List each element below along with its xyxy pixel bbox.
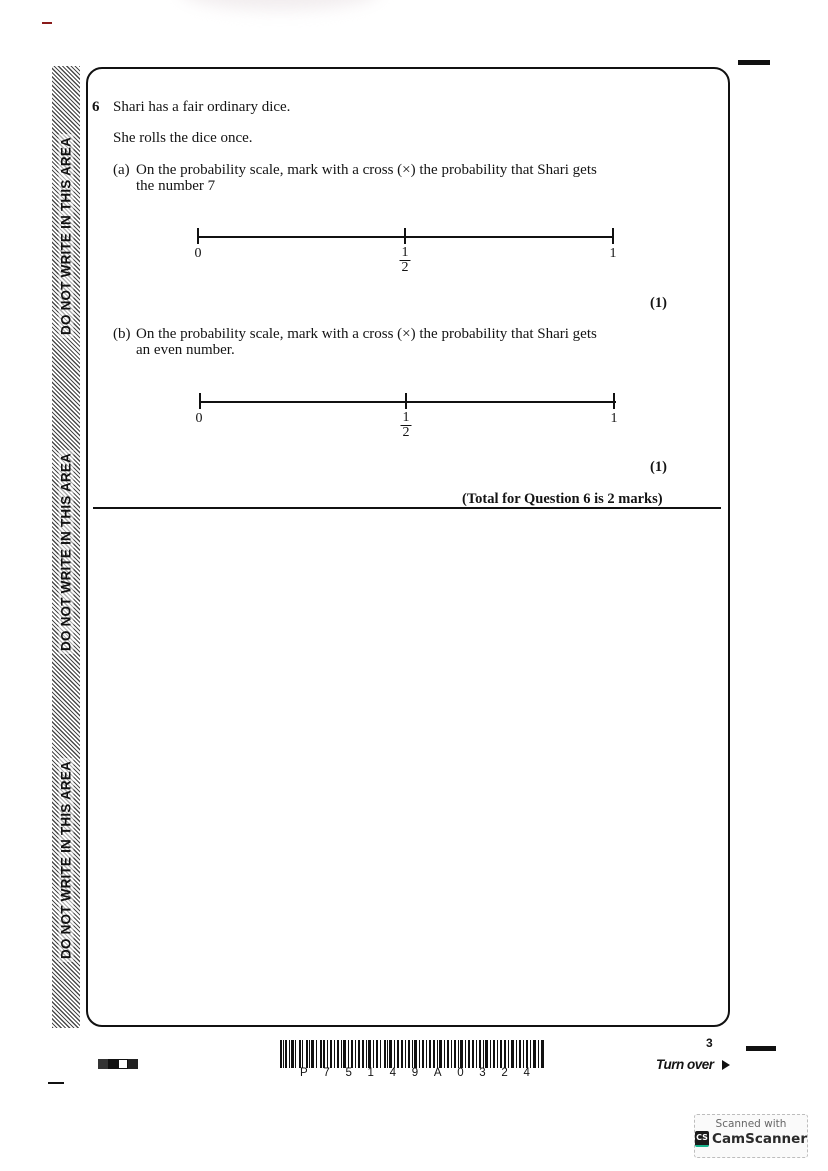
barcode-char: 4 [389,1067,397,1079]
camscanner-watermark [694,1114,808,1158]
tick-0 [199,393,201,409]
part-a-label: (a) [113,162,130,178]
camscanner-logo-icon: CS [695,1131,709,1147]
part-b-line2: an even number. [136,342,235,358]
part-a-line1: On the probability scale, mark with a cross (×) the probability that Shari gets [136,162,597,178]
registration-mark-bottom-right [746,1046,776,1051]
tick-0 [197,228,199,244]
half-denominator: 2 [402,425,410,440]
barcode-char: 3 [479,1067,486,1079]
label-0: 0 [195,411,203,426]
barcode-char: 9 [411,1067,419,1079]
registration-mark-top-right [738,60,770,65]
part-a-marks: (1) [650,295,667,311]
watermark-caption: Scanned with [715,1118,787,1130]
label-0: 0 [194,246,202,261]
label-half [400,246,411,275]
scale-axis [199,401,616,403]
barcode-char: 5 [345,1067,352,1079]
probability-scale-a[interactable] [194,228,617,288]
question-number: 6 [92,99,100,115]
part-b-label: (b) [113,326,131,342]
label-1: 1 [609,246,617,261]
label-half [401,411,412,440]
page-number: 3 [706,1036,713,1050]
part-a-line2: the number 7 [136,178,216,194]
barcode-char: 7 [323,1067,330,1079]
barcode-char: 4 [523,1067,530,1079]
barcode-char: 2 [501,1067,508,1079]
barcode-char: P [300,1067,308,1079]
turn-over-label: Turn over [656,1057,714,1072]
barcode-char: A [433,1067,442,1079]
page-marker-squares [98,1059,138,1069]
registration-mark-top-left [42,22,52,24]
question-intro-1: Shari has a fair ordinary dice. [113,99,291,115]
answer-frame [86,67,730,1027]
question-total: (Total for Question 6 is 2 marks) [462,491,663,507]
half-denominator: 2 [401,260,409,275]
probability-scale-b[interactable] [195,393,618,453]
barcode-char: 1 [367,1067,374,1079]
tick-half [405,393,407,409]
turn-over [656,1057,730,1072]
tick-1 [613,393,615,409]
half-numerator: 1 [401,245,409,260]
part-b-line1: On the probability scale, mark with a cross (×) the probability that Shari gets [136,326,597,342]
part-b-marks: (1) [650,459,667,475]
scan-shadow [180,0,380,10]
barcode-number [300,1067,530,1079]
question-intro-2: She rolls the dice once. [113,130,253,146]
play-arrow-icon [722,1060,730,1070]
margin-warning-3: DO NOT WRITE IN THIS AREA [59,758,74,962]
half-numerator: 1 [402,410,410,425]
margin-warning-2: DO NOT WRITE IN THIS AREA [59,450,74,654]
margin-warning-1: DO NOT WRITE IN THIS AREA [59,134,74,338]
tick-half [404,228,406,244]
registration-mark-bottom-left [48,1082,64,1084]
tick-1 [612,228,614,244]
watermark-brand: CamScanner [712,1131,807,1147]
barcode-char: 0 [457,1067,464,1079]
barcode [280,1040,544,1068]
label-1: 1 [610,411,618,426]
question-end-rule [93,507,721,509]
